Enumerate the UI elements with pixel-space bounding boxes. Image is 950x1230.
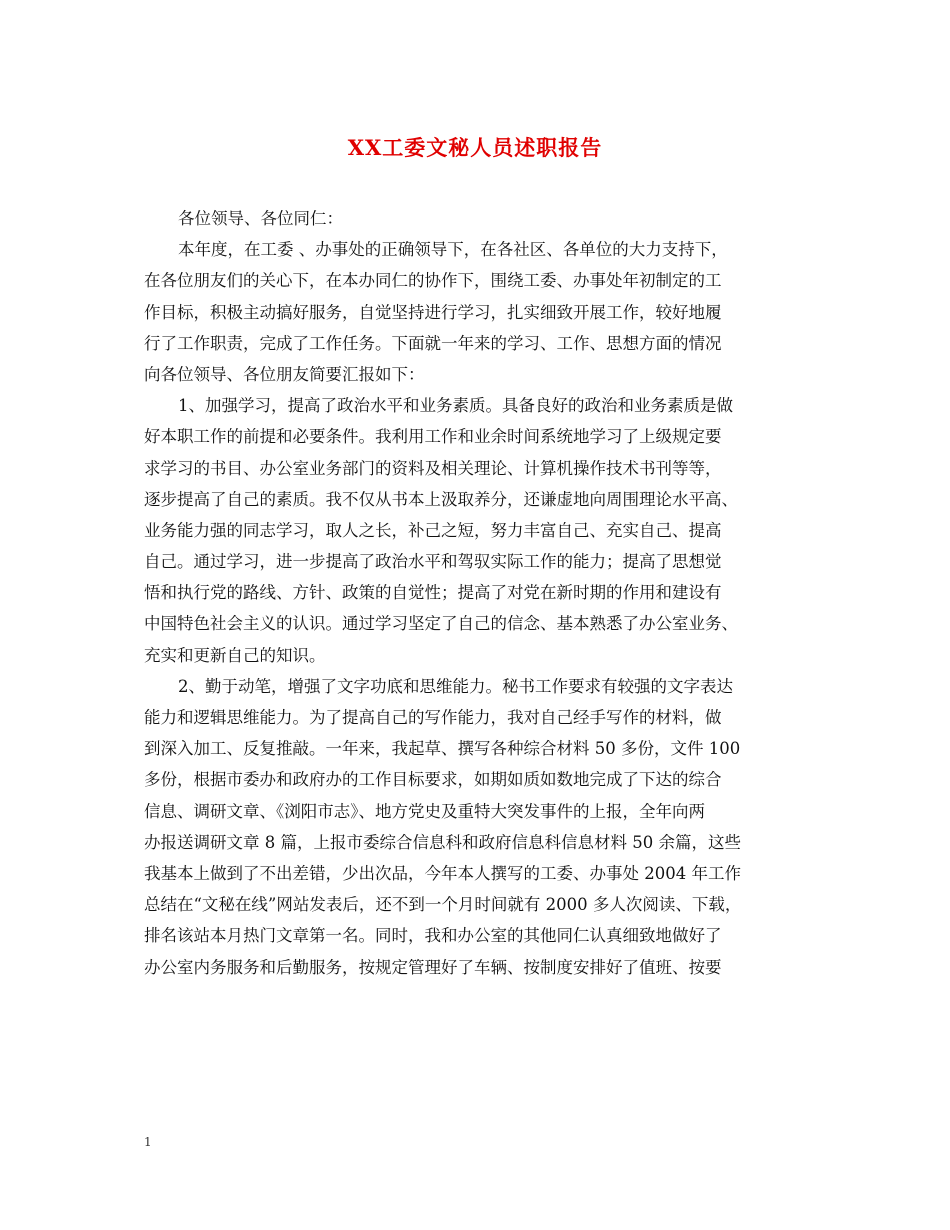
paragraph-line: 作目标，积极主动搞好服务，自觉坚持进行学习，扎实细致开展工作，较好地履 bbox=[144, 302, 722, 322]
paragraph-line: 好本职工作的前提和必要条件。我利用工作和业余时间系统地学习了上级规定要 bbox=[144, 427, 722, 447]
paragraph-line: 多份，根据市委办和政府办的工作目标要求，如期如质如数地完成了下达的综合 bbox=[144, 770, 722, 790]
paragraph-line: 能力和逻辑思维能力。为了提高自己的写作能力，我对自己经手写作的材料，做 bbox=[144, 708, 722, 727]
paragraph-line: 行了工作职责，完成了工作任务。下面就一年来的学习、工作、思想方面的情况 bbox=[144, 333, 722, 353]
paragraph-line: 求学习的书目、办公室业务部门的资料及相关理论、计算机操作技术书刊等等， bbox=[144, 458, 722, 478]
paragraph-line: 在各位朋友们的关心下，在本办同仁的协作下，围绕工委、办事处年初制定的工 bbox=[144, 271, 722, 291]
page-number: 1 bbox=[144, 1135, 152, 1149]
paragraph-line: 办公室内务服务和后勤服务，按规定管理好了车辆、按制度安排好了值班、按要 bbox=[144, 957, 722, 977]
paragraph-line: 向各位领导、各位朋友简要汇报如下： bbox=[144, 364, 425, 384]
paragraph-line: 到深入加工、反复推敲。一年来，我起草、撰写各种综合材料 50 多份，文件 100 bbox=[144, 739, 741, 759]
paragraph-line: 业务能力强的同志学习，取人之长，补己之短，努力丰富自己、充实自己、提高 bbox=[144, 520, 722, 540]
paragraph-line: 本年度，在工委 、办事处的正确领导下，在各社区、各单位的大力支持下， bbox=[178, 240, 728, 260]
paragraph-line: 信息、调研文章、《浏阳市志》、地方党史及重特大突发事件的上报，全年向两 bbox=[144, 801, 705, 821]
paragraph-line: 办报送调研文章 8 篇，上报市委综合信息科和政府信息科信息材料 50 余篇，这些 bbox=[144, 832, 741, 852]
paragraph-line: 2、勤于动笔，增强了文字功底和思维能力。秘书工作要求有较强的文字表达 bbox=[178, 676, 733, 696]
paragraph-line: 我基本上做到了不出差错，少出次品，今年本人撰写的工委、办事处 2004 年工作 bbox=[144, 863, 741, 883]
document-body bbox=[144, 203, 824, 983]
paragraph-line: 排名该站本月热门文章第一名。同时，我和办公室的其他同仁认真细致地做好了 bbox=[144, 926, 722, 946]
document-title: XX工委文秘人员述职报告 bbox=[347, 135, 603, 160]
paragraph-line: 自己。通过学习，进一步提高了政治水平和驾驭实际工作的能力；提高了思想觉 bbox=[144, 552, 722, 572]
paragraph-line: 充实和更新自己的知识。 bbox=[144, 645, 326, 665]
paragraph-line: 悟和执行党的路线、方针、政策的自觉性；提高了对党在新时期的作用和建设有 bbox=[144, 583, 722, 603]
paragraph-line: 逐步提高了自己的素质。我不仅从书本上汲取养分，还谦虚地向周围理论水平高、 bbox=[144, 489, 738, 509]
paragraph-line: 中国特色社会主义的认识。通过学习坚定了自己的信念、基本熟悉了办公室业务、 bbox=[144, 614, 738, 634]
paragraph-line: 总结在“文秘在线”网站发表后，还不到一个月时间就有 2000 多人次阅读、下载， bbox=[144, 895, 742, 915]
paragraph-line: 1、加强学习，提高了政治水平和业务素质。具备良好的政治和业务素质是做 bbox=[178, 396, 733, 416]
salutation-line: 各位领导、各位同仁： bbox=[178, 209, 343, 228]
